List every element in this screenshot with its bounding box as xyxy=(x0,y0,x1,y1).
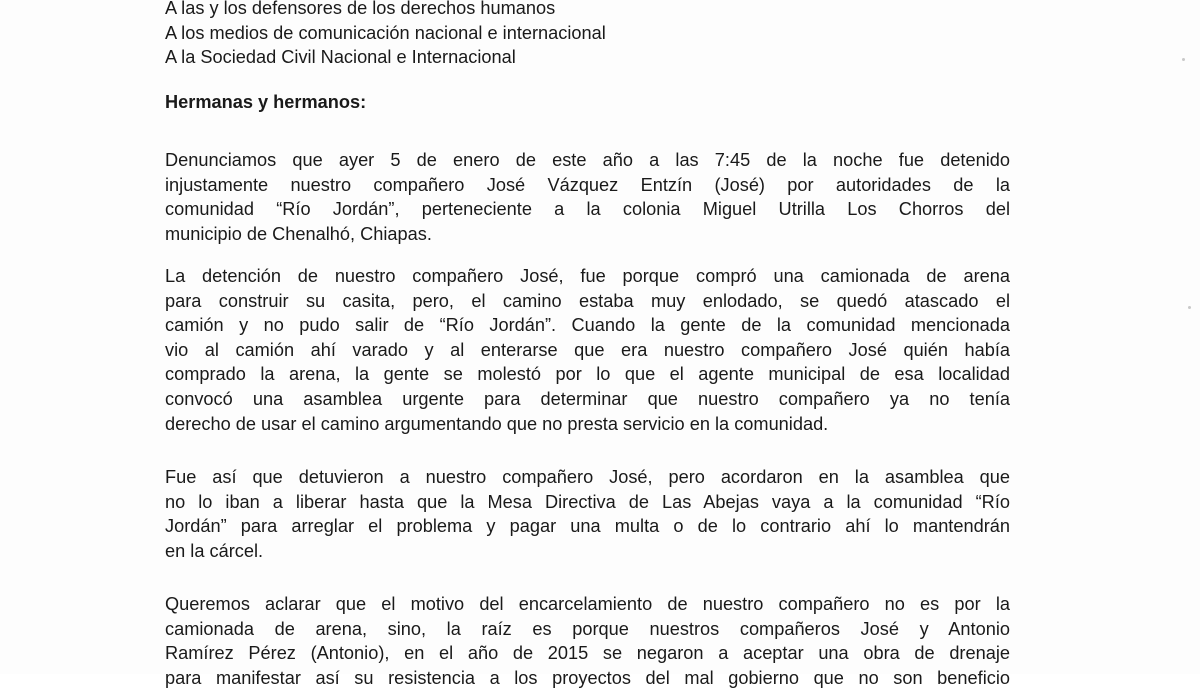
text-line: camión y no pudo salir de “Río Jordán”. Cuando la gente de la comunidad mencionada xyxy=(165,315,1010,336)
text-line: La detención de nuestro compañero José, fue porque compró una camionada de arena xyxy=(165,266,1010,286)
scan-speck xyxy=(1188,306,1191,309)
addressee-block xyxy=(165,0,1065,70)
text-line: Denunciamos que ayer 5 de enero de este año a las 7:45 de la noche fue detenido xyxy=(165,150,1010,170)
text-line: injustamente nuestro compañero José Vázquez Entzín (José) por autoridades de la xyxy=(165,174,1010,195)
paragraph-2 xyxy=(165,264,1010,436)
text-line: no lo iban a liberar hasta que la Mesa Directiva de Las Abejas vaya a la comunidad “Río xyxy=(165,491,1010,512)
text-line: en la cárcel. xyxy=(165,540,264,561)
paragraph-3 xyxy=(165,465,1010,563)
text-line: Ramírez Pérez (Antonio), en el año de 2015 se negaron a aceptar una obra de drenaje xyxy=(165,643,1010,664)
addressee-line: A las y los defensores de los derechos humanos xyxy=(165,0,556,18)
scan-speck xyxy=(1182,58,1185,61)
salutation: Hermanas y hermanos: xyxy=(165,92,367,112)
text-line: camionada de arena, sino, la raíz es porque nuestros compañeros José y Antonio xyxy=(165,618,1010,639)
text-line: vio al camión ahí varado y al enterarse que era nuestro compañero José quién había xyxy=(165,339,1010,360)
text-line: comprado la arena, la gente se molestó por lo que el agente municipal de esa localidad xyxy=(165,364,1010,385)
text-line: convocó una asamblea urgente para determinar que nuestro compañero ya no tenía xyxy=(165,388,1010,409)
text-line: municipio de Chenalhó, Chiapas. xyxy=(165,223,432,244)
text-line: Fue así que detuvieron a nuestro compañero José, pero acordaron en la asamblea que xyxy=(165,467,1010,487)
paragraph-1 xyxy=(165,148,1010,246)
addressee-line: A los medios de comunicación nacional e internacional xyxy=(165,22,606,43)
text-line: para construir su casita, pero, el camino estaba muy enlodado, se quedó atascado el xyxy=(165,290,1010,311)
text-line: Jordán” para arreglar el problema y pagar una multa o de lo contrario ahí lo mantendrán xyxy=(165,516,1010,537)
text-line: comunidad “Río Jordán”, perteneciente a la colonia Miguel Utrilla Los Chorros del xyxy=(165,199,1010,220)
paragraph-4 xyxy=(165,592,1010,690)
text-line: Queremos aclarar que el motivo del encarcelamiento de nuestro compañero no es por la xyxy=(165,594,1010,614)
addressee-line: A la Sociedad Civil Nacional e Internacional xyxy=(165,47,516,68)
text-line: derecho de usar el camino argumentando que no presta servicio en la comunidad. xyxy=(165,413,829,434)
text-line: para manifestar así su resistencia a los proyectos del mal gobierno que no son beneficio xyxy=(165,667,1010,688)
